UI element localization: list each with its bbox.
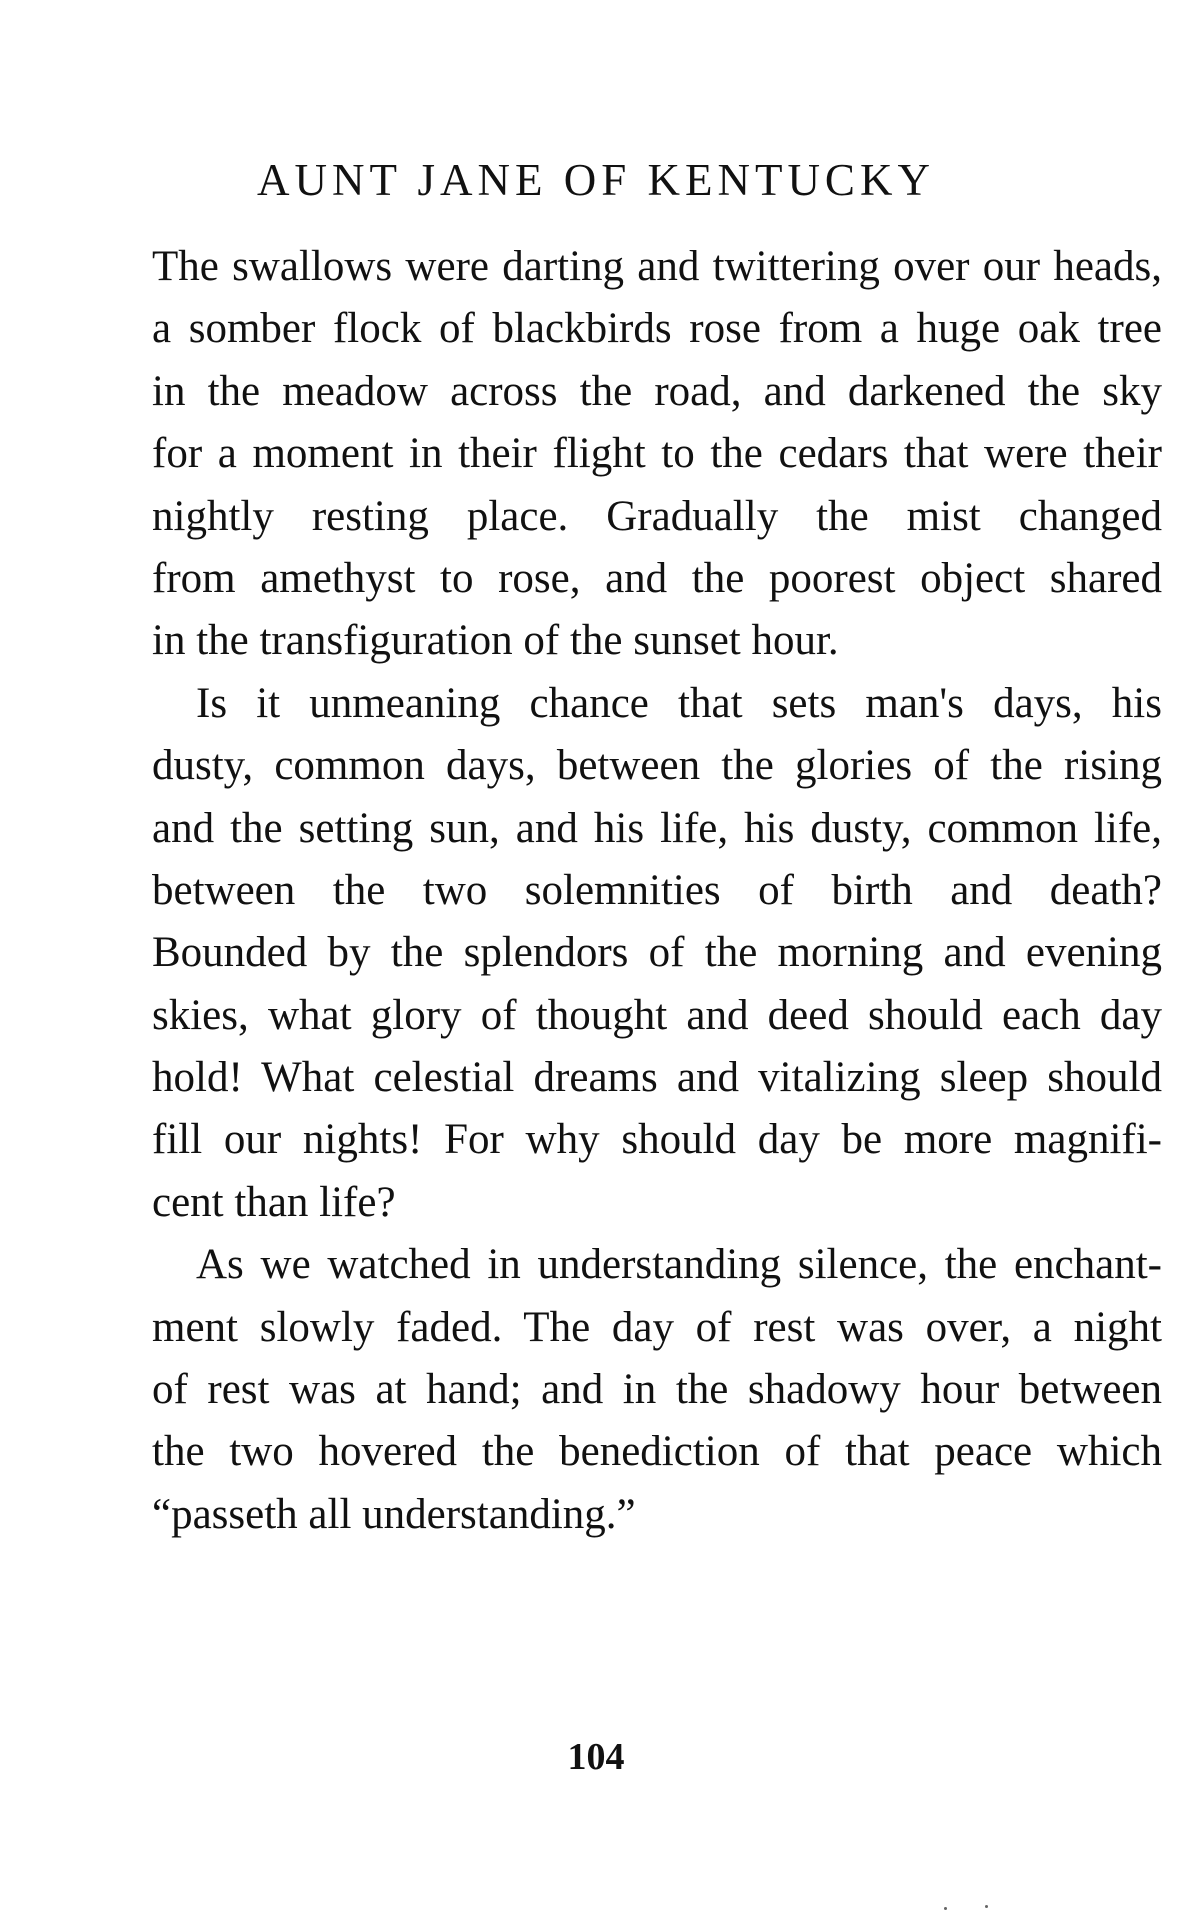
text-line: from amethyst to rose, and the poorest object shared bbox=[152, 554, 1162, 602]
paragraph-3 bbox=[152, 1234, 1162, 1546]
text-line: “passeth all understanding.” bbox=[152, 1490, 636, 1538]
text-line: in the transfiguration of the sunset hour. bbox=[152, 617, 839, 665]
text-line: dusty, common days, between the glories of the rising bbox=[152, 742, 1162, 790]
page-number: 104 bbox=[567, 1736, 625, 1778]
text-line: and the setting sun, and his life, his dusty, common life, bbox=[152, 804, 1162, 852]
text-line: fill our nights! For why should day be more magnifi- bbox=[152, 1116, 1162, 1164]
paragraph-2 bbox=[152, 673, 1162, 1235]
text-line: The swallows were darting and twittering over our heads, bbox=[152, 243, 1162, 290]
text-line: Bounded by the splendors of the morning and evening bbox=[152, 929, 1162, 977]
text-line: Is it unmeaning chance that sets man's days, his bbox=[196, 679, 1162, 727]
text-line: between the two solemnities of birth and death? bbox=[152, 866, 1162, 914]
scan-speck bbox=[985, 1905, 988, 1908]
running-head: AUNT JANE OF KENTUCKY bbox=[257, 155, 935, 205]
text-line: As we watched in understanding silence, the enchant- bbox=[196, 1241, 1162, 1289]
text-line: ment slowly faded. The day of rest was over, a night bbox=[152, 1303, 1162, 1351]
text-line: in the meadow across the road, and darkened the sky bbox=[152, 367, 1162, 415]
text-line: for a moment in their flight to the cedars that were their bbox=[152, 430, 1162, 478]
paragraph-1 bbox=[152, 236, 1162, 673]
body-text bbox=[152, 236, 1162, 1546]
text-line: hold! What celestial dreams and vitalizing sleep should bbox=[152, 1054, 1162, 1102]
text-line: cent than life? bbox=[152, 1178, 396, 1226]
text-line: nightly resting place. Gradually the mist changed bbox=[152, 492, 1162, 540]
text-line: of rest was at hand; and in the shadowy hour between bbox=[152, 1366, 1162, 1414]
text-line: skies, what glory of thought and deed should each day bbox=[152, 991, 1162, 1039]
text-line: a somber flock of blackbirds rose from a huge oak tree bbox=[152, 305, 1162, 353]
scan-speck bbox=[944, 1907, 947, 1910]
text-line: the two hovered the benediction of that peace which bbox=[152, 1428, 1162, 1476]
